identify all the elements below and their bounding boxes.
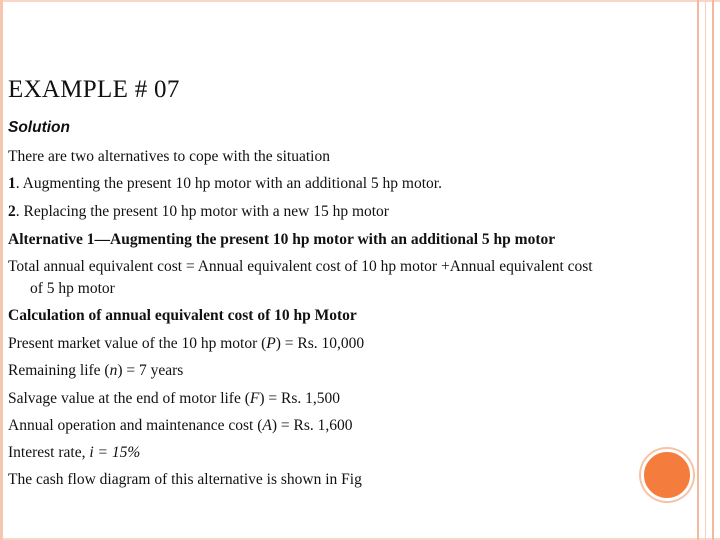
pmv-pre: Present market value of the 10 hp motor ( [8, 335, 267, 352]
orange-circle-decor [641, 449, 693, 501]
rl-var: n [109, 362, 118, 379]
maintenance-cost-line [8, 416, 353, 436]
total-cost-line-2: of 5 hp motor [30, 280, 115, 297]
left-border [0, 0, 3, 540]
top-border [0, 0, 720, 2]
alt1-text: . Augmenting the present 10 hp motor with an additional 5 hp motor. [15, 175, 442, 192]
sv-pre: Salvage value at the end of motor life ( [8, 390, 250, 407]
calculation-heading: Calculation of annual equivalent cost of 10 hp Motor [8, 307, 357, 324]
alt1-number: 1 [8, 175, 16, 192]
total-cost-line-1: Total annual equivalent cost = Annual equivalent cost of 10 hp motor +Annual equivalent cost [8, 258, 593, 275]
rl-pre: Remaining life ( [8, 362, 110, 379]
rl-post: ) = 7 years [117, 362, 184, 379]
pmv-var: P [266, 335, 276, 352]
right-decor-line [712, 0, 714, 540]
cash-flow-line: The cash flow diagram of this alternative is shown in Fig [8, 471, 362, 488]
sv-post: ) = Rs. 1,500 [259, 390, 341, 407]
aom-post: ) = Rs. 1,600 [271, 417, 353, 434]
alternative-2-line [8, 202, 389, 222]
interest-rate-line [8, 443, 140, 463]
slide-title: EXAMPLE # 07 [8, 76, 180, 103]
ir-pre: Interest rate, [8, 444, 90, 461]
total-cost-line [8, 257, 698, 299]
alt2-text: . Replacing the present 10 hp motor with a new 15 hp motor [15, 203, 389, 220]
present-value-line [8, 334, 364, 354]
alternative-1-line [8, 174, 442, 194]
right-decor-line [705, 0, 706, 540]
alternative-1-heading: Alternative 1—Augmenting the present 10 hp motor with an additional 5 hp motor [8, 231, 556, 248]
sv-var: F [249, 390, 260, 407]
remaining-life-line [8, 361, 183, 381]
intro-line: There are two alternatives to cope with the situation [8, 148, 330, 165]
aom-var: A [262, 417, 272, 434]
aom-pre: Annual operation and maintenance cost ( [8, 417, 263, 434]
salvage-value-line [8, 389, 340, 409]
solution-label: Solution [8, 119, 70, 136]
ir-var: i = 15% [89, 444, 141, 461]
alt2-number: 2 [8, 203, 16, 220]
pmv-post: ) = Rs. 10,000 [275, 335, 365, 352]
